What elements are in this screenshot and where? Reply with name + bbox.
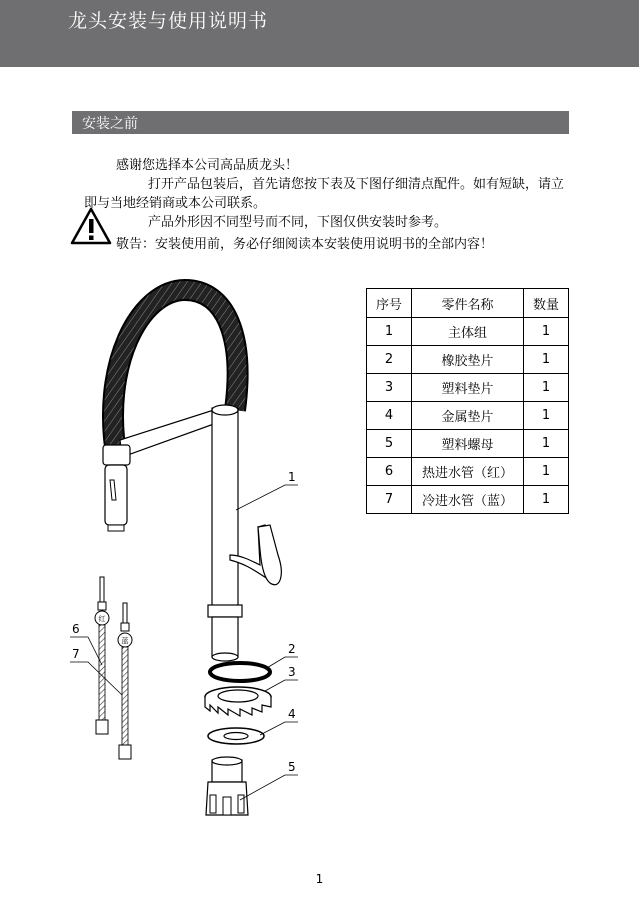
- section-header: [72, 111, 569, 134]
- faucet-body: [212, 408, 238, 608]
- table-row: [367, 346, 569, 374]
- warning-text: 敬告：安装使用前，务必仔细阅读本安装使用说明书的全部内容！: [116, 237, 494, 252]
- table-row: [367, 458, 569, 486]
- cell-part: 热进水管（红）: [412, 458, 524, 486]
- cell-part: 金属垫片: [412, 402, 524, 430]
- cell-qty: 1: [524, 318, 569, 346]
- spout-arm: [120, 408, 225, 457]
- cell-index: 6: [367, 458, 412, 486]
- cell-index: 7: [367, 486, 412, 514]
- page-header: [0, 0, 639, 67]
- cell-index: 5: [367, 430, 412, 458]
- callout-6: 6: [72, 622, 80, 636]
- intro-check-parts: 打开产品包装后，首先请您按下表及下图仔细清点配件。如有短缺，请立即与当地经销商或本公司联系。: [84, 177, 565, 211]
- cell-part: 橡胶垫片: [412, 346, 524, 374]
- cold-water-hose: [118, 603, 132, 759]
- cell-qty: 1: [524, 374, 569, 402]
- callout-7: 7: [72, 647, 80, 661]
- callout-3: 3: [288, 665, 296, 679]
- callout-2: 2: [288, 642, 296, 656]
- cell-part: 塑料螺母: [412, 430, 524, 458]
- cell-index: 4: [367, 402, 412, 430]
- cell-qty: 1: [524, 402, 569, 430]
- document-title: 龙头安装与使用说明书: [68, 10, 269, 32]
- cell-index: 3: [367, 374, 412, 402]
- table-row: [367, 402, 569, 430]
- cell-index: 1: [367, 318, 412, 346]
- page-number: 1: [315, 872, 324, 886]
- table-row: [367, 374, 569, 402]
- table-header-row: [367, 289, 569, 318]
- cell-qty: 1: [524, 486, 569, 514]
- table-row: [367, 430, 569, 458]
- hose-label-red: 红: [98, 615, 106, 623]
- table-row: [367, 486, 569, 514]
- cell-qty: 1: [524, 430, 569, 458]
- callout-1: 1: [288, 470, 296, 484]
- hose-label-blue: 蓝: [121, 637, 129, 645]
- cell-qty: 1: [524, 346, 569, 374]
- callout-5: 5: [288, 760, 296, 774]
- cell-index: 2: [367, 346, 412, 374]
- intro-text: [84, 156, 572, 232]
- spray-head-collar: [103, 445, 130, 465]
- intro-thanks: 感谢您选择本公司高品质龙头！: [116, 158, 299, 173]
- callout-4: 4: [288, 707, 296, 721]
- col-header-part: 零件名称: [412, 289, 524, 318]
- intro-appearance-note: 产品外形因不同型号而不同，下图仅供安装时参考。: [148, 215, 448, 230]
- parts-table: [366, 288, 569, 514]
- table-row: [367, 318, 569, 346]
- cell-part: 塑料垫片: [412, 374, 524, 402]
- rubber-washer: [210, 663, 270, 681]
- cell-qty: 1: [524, 458, 569, 486]
- faucet-exploded-diagram: [60, 275, 320, 835]
- col-header-qty: 数量: [524, 289, 569, 318]
- cell-part: 主体组: [412, 318, 524, 346]
- cell-part: 冷进水管（蓝）: [412, 486, 524, 514]
- section-title: 安装之前: [82, 116, 138, 132]
- col-header-index: 序号: [367, 289, 412, 318]
- warning-icon: [70, 206, 112, 246]
